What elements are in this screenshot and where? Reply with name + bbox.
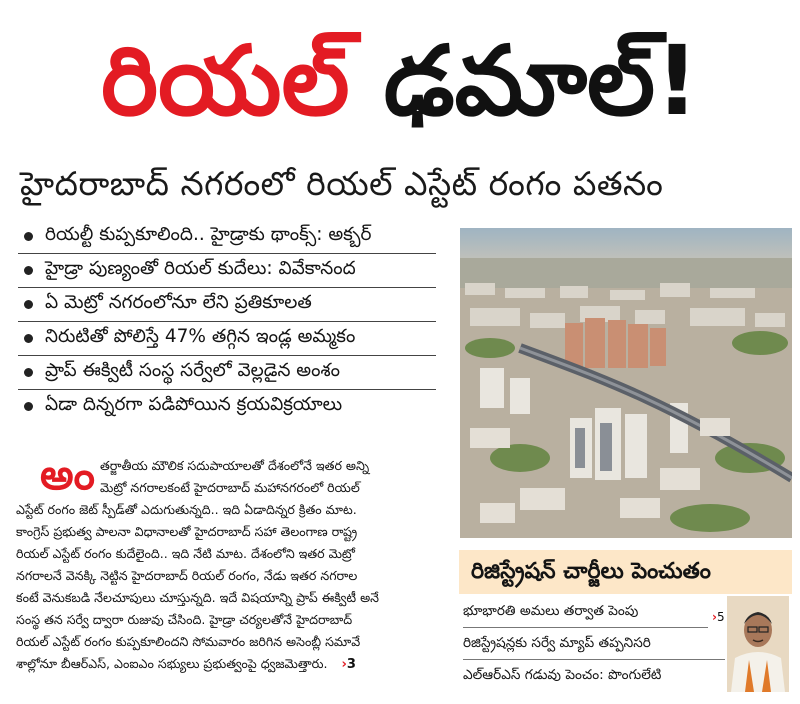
sidebar-page-ref-number: 5 [716, 610, 725, 624]
bullet-text: రియల్టీ కుప్పకూలింది.. హైడ్రాకు థాంక్స్: అక్బర్ [45, 224, 372, 245]
article-line: కాంగ్రెస్ ప్రభుత్వ పాలనా విధానాలతో హైదరాబాద్ సహా తెలంగాణ రాష్ట్ర [16, 524, 358, 539]
bullet-item [18, 220, 436, 254]
chevron-right-icon: › [341, 657, 347, 672]
bullet-dot-icon [24, 266, 33, 275]
article-line: శాల్లోనూ బీఆర్‌ఎస్, ఎంఐఎం సభ్యులు ప్రభుత్వంపై ధ్వజమెత్తారు. [16, 656, 328, 671]
sidebar-banner: రిజిస్ట్రేషన్ చార్జీలు పెంచుతం [459, 550, 792, 594]
bullet-item [18, 288, 436, 322]
bullet-dot-icon [24, 402, 33, 411]
article-line: సంస్థ తన సర్వే ద్వారా రుజువు చేసింది. హైడ్రా చర్యలతోనే హైదరాబాద్ [16, 612, 353, 627]
subheadline: హైదరాబాద్ నగరంలో రియల్ ఎస్టేట్ రంగం పతనం [20, 164, 664, 203]
headline [0, 6, 800, 156]
city-skyline-illustration [460, 228, 792, 538]
article-line: తర్జాతీయ మౌలిక సదుపాయాలతో దేశంలోనే ఇతర అన్ని [100, 458, 370, 473]
bullet-dot-icon [24, 368, 33, 377]
city-aerial-photo [460, 228, 792, 538]
portrait-illustration [727, 596, 789, 692]
article-line: రియల్ ఎస్టేట్ రంగం కుప్పకూలిందని సోమవారం జరిగిన అసెంబ్లీ సమావే [16, 634, 361, 649]
article-line: నగరాలనే వెనక్కి నెట్టిన హైదరాబాద్ రియల్ రంగం, నేడు ఇతర నగరాల [16, 568, 358, 583]
article-line: మెట్రో నగరాలకంటే హైదరాబాద్ మహానగరంలో రియల్ [100, 480, 360, 495]
minister-portrait [727, 596, 789, 692]
article-line: ఎస్టేట్ రంగం జెట్ స్పీడ్‌తో ఎదుగుతున్నది.. ఇది ఏడాదిన్నర క్రితం మాట. [16, 502, 357, 517]
bullet-item [18, 390, 436, 423]
page-ref-link[interactable] [341, 657, 355, 672]
article-line: కంటే వెనుకబడి నేలచూపులు చూస్తున్నది. ఇదే విషయాన్ని ప్రాప్ ఈక్విటీ అనే [16, 590, 379, 605]
article-body [16, 452, 441, 692]
bullet-dot-icon [24, 232, 33, 241]
article-line: రియల్ ఎస్టేట్ రంగం కుదేలైంది.. ఇది నేటి మాట. దేశంలోని ఇతర మెట్రో [16, 546, 356, 561]
bullet-text: ప్రాప్ ఈక్విటీ సంస్థ సర్వేలో వెల్లడైన అంశం [45, 360, 341, 381]
sidebar-line: ఎల్‌ఆర్‌ఎస్ గడువు పెంచం: పొంగులేటి [463, 667, 662, 683]
drop-cap: అం [40, 450, 95, 499]
sidebar-line: భూభారతి అమలు తర్వాత పెంపు [463, 596, 708, 628]
sidebar-line: రిజిస్ట్రేషన్లకు సర్వే మ్యాప్ తప్పనిసరి [463, 628, 725, 660]
headline-part-1: రియల్ [101, 25, 350, 137]
chevron-right-icon: › [712, 610, 717, 624]
bullet-text: ఏ మెట్రో నగరంలోనూ లేని ప్రతికూలత [45, 292, 312, 313]
bullet-text: ఏడా దిన్నరగా పడిపోయిన క్రయవిక్రయాలు [45, 394, 343, 415]
headline-part-2: ఢమాల్! [383, 25, 699, 137]
bullet-dot-icon [24, 334, 33, 343]
sidebar-box [459, 550, 792, 696]
sidebar-page-ref[interactable] [712, 610, 725, 624]
bullet-text: నిరుటితో పోలిస్తే 47% తగ్గిన ఇండ్ల అమ్మకం [45, 326, 356, 347]
bullet-list [18, 220, 436, 423]
bullet-text: హైడ్రా పుణ్యంతో రియల్ కుదేలు: వివేకానంద [45, 258, 356, 279]
page-ref-number: 3 [346, 657, 356, 672]
article-line-last [16, 654, 441, 676]
bullet-item [18, 356, 436, 390]
bullet-item [18, 322, 436, 356]
bullet-item [18, 254, 436, 288]
bullet-dot-icon [24, 300, 33, 309]
